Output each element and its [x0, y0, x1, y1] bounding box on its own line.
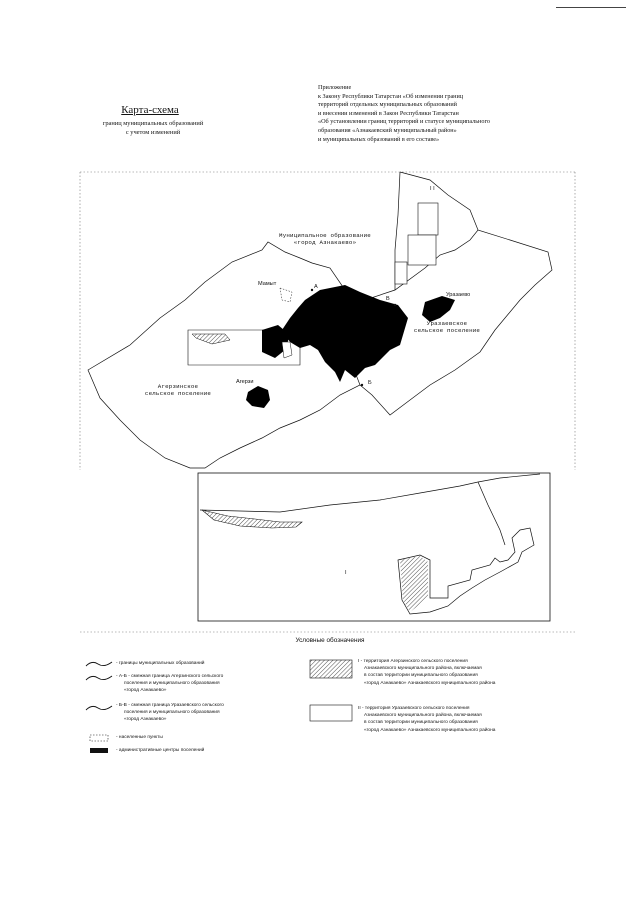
- legend-item-b-v: [116, 702, 224, 724]
- legend-line: - населенные пункты: [116, 735, 163, 740]
- village-agerzi-area: [246, 386, 270, 408]
- legend-item-admin-centers: [116, 747, 204, 754]
- area-i-inset: [202, 510, 302, 528]
- appendix-line: «Об установлении границ территорий и статусе муниципального: [318, 118, 490, 126]
- legend-line: «город Азнакаево»: [124, 717, 167, 723]
- village-mamyt-area: [280, 288, 292, 302]
- appendix-line: образования «Азнакаевский муниципальный район»: [318, 126, 457, 134]
- roman-ii-label: I I: [430, 186, 435, 192]
- city-label-line: Муниципальное образование: [279, 232, 371, 239]
- legend-title: Условные обозначения: [295, 637, 365, 644]
- city-label-line: «город Азнакаево»: [293, 239, 357, 246]
- village-agerzi-label: Агерзи: [236, 379, 254, 385]
- village-mamyt-label: Мамыт: [258, 281, 277, 287]
- agerzi-label-line: сельское поселение: [144, 390, 212, 397]
- point-a-label: А: [314, 284, 318, 290]
- legend-line: поселения и муниципального образования: [124, 681, 220, 687]
- urazaevo-label-line: Уразаевское: [426, 320, 468, 327]
- point-v-label: В: [386, 296, 390, 302]
- point-a-marker: [311, 289, 313, 291]
- agerzi-label-line: Агерзинское: [157, 383, 199, 390]
- subtitle-line: с учетом изменений: [125, 128, 181, 136]
- village-urazaevo-label: Уразаево: [446, 292, 471, 298]
- legend-line: - А-Б - смежная граница Агерзинского сельского: [116, 674, 224, 679]
- appendix-line: и внесении изменений в Закон Республики Татарстан: [318, 109, 459, 117]
- legend-line: Азнакаевского муниципального района, включаемая: [364, 713, 482, 719]
- legend-item-a-b: [116, 673, 223, 695]
- subtitle-line: границ муниципальных образований: [102, 120, 204, 127]
- city-label: [265, 232, 385, 246]
- appendix-line: и муниципальных образований в его составе»: [318, 135, 440, 143]
- legend-line: I - территория Агерзинского сельского поселения: [358, 659, 468, 664]
- legend-line: Азнакаевского муниципального района, включаемая: [364, 666, 482, 672]
- village-urazaevo-area: [422, 296, 455, 322]
- legend-line: - Б-В - смежная граница Уразаевского сельского: [116, 703, 224, 708]
- legend-item-boundaries: [116, 660, 204, 667]
- legend-line: поселения и муниципального образования: [124, 710, 220, 716]
- appendix-line: Приложение: [318, 84, 352, 91]
- city-notch: [282, 342, 292, 358]
- legend-line: «город Азнакаево» Азнакаевского муниципального района: [364, 727, 496, 733]
- roman-i-label: I: [345, 570, 347, 576]
- area-ii-plots: [395, 203, 438, 284]
- point-b-marker: [361, 384, 363, 386]
- agerzi-settlement-label: [128, 383, 228, 397]
- legend-line: II - территория Уразаевского сельского поселения: [358, 706, 470, 711]
- point-b-label: Б: [368, 380, 372, 386]
- legend-line: «город Азнакаево»: [124, 688, 167, 694]
- inset-boundary-2: [478, 482, 505, 545]
- map-title: Карта-схема: [121, 104, 179, 116]
- urazaevo-settlement-label: [392, 320, 502, 334]
- appendix-line: территорий отдельных муниципальных образований: [318, 101, 457, 109]
- legend-line: - административные центры поселений: [116, 748, 205, 753]
- appendix-line: к Закону Республики Татарстан «Об изменении границ: [318, 92, 464, 100]
- legend-item-settlements: [116, 734, 163, 741]
- inset-frame: [198, 473, 550, 621]
- point-v-marker: [394, 304, 396, 306]
- legend-item-area-ii: [358, 705, 495, 734]
- legend-line: в состав территории муниципального образования: [364, 720, 478, 726]
- legend-line: - границы муниципальных образований: [116, 661, 205, 666]
- urazaevo-label-line: сельское поселение: [413, 327, 481, 334]
- legend-item-area-i: [358, 658, 495, 687]
- legend-line: в состав территории муниципального образования: [364, 673, 478, 679]
- legend-line: «город Азнакаево» Азнакаевского муниципального района: [364, 680, 496, 686]
- area-i-small: [192, 334, 230, 344]
